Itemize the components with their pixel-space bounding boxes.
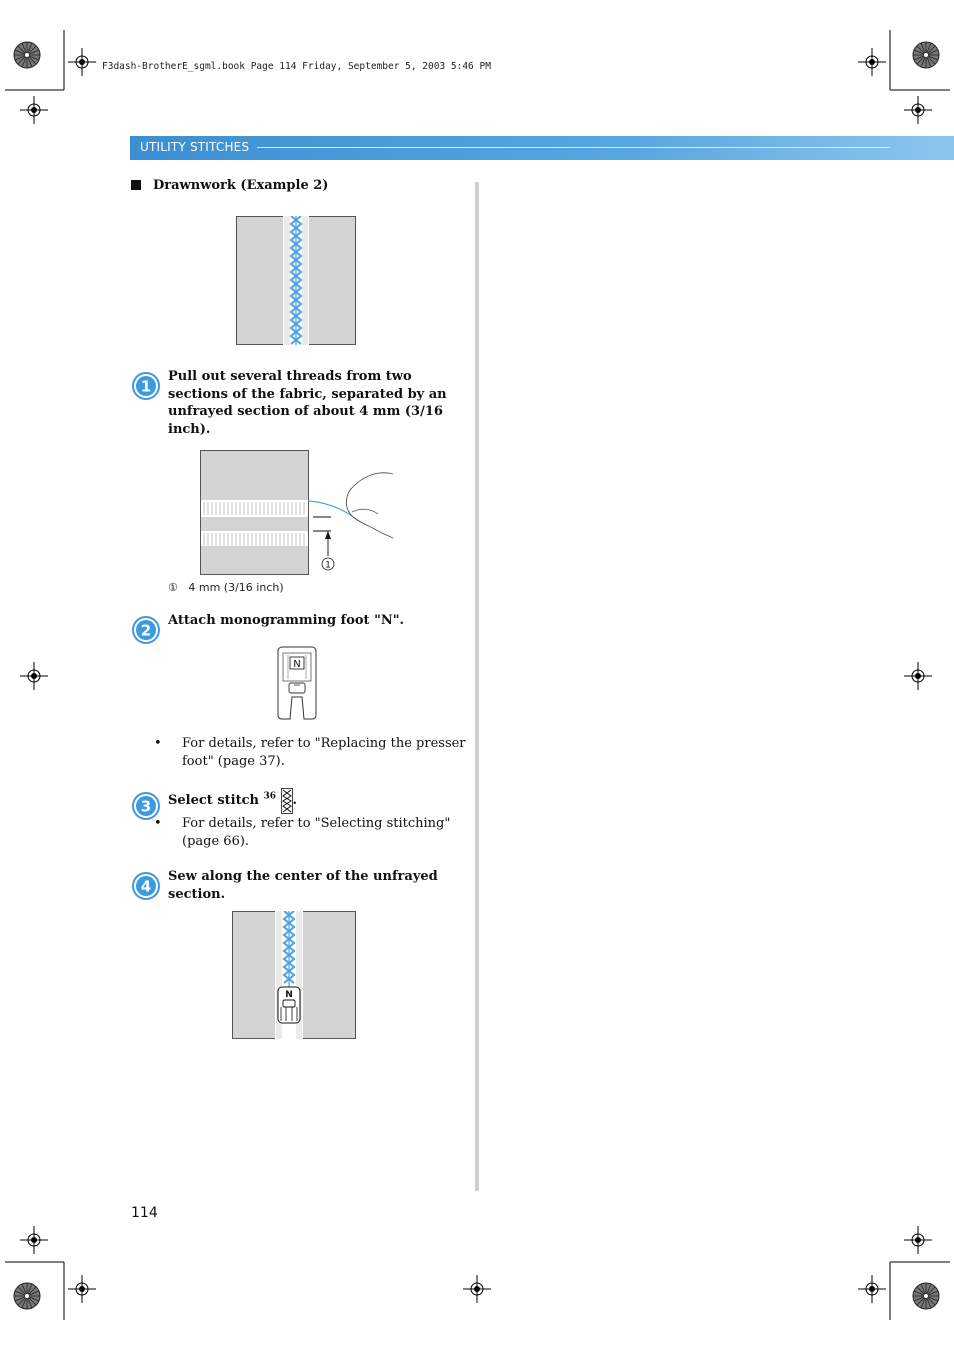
- pulled-threads-figure: [200, 450, 396, 575]
- callout-caption: 4 mm (3/16 inch): [188, 581, 284, 594]
- step-1-text: Pull out several threads from two sections of the fabric, separated by an unfrayed section of about 4 mm (3/16 inch).: [168, 369, 447, 437]
- print-info: F3dash-BrotherE_sgml.book Page 114 Friday, September 5, 2003 5:46 PM: [102, 61, 491, 72]
- step-1-number-icon: [132, 372, 160, 400]
- header-title: UTILITY STITCHES: [140, 140, 250, 154]
- step-2-number-icon: [132, 616, 160, 644]
- svg-text:1: 1: [325, 560, 331, 571]
- svg-text:N: N: [285, 990, 293, 1000]
- step-4-text: Sew along the center of the unfrayed section.: [168, 869, 438, 902]
- step-2-bullet: [154, 735, 472, 771]
- presser-foot-n-figure: [274, 645, 320, 721]
- sewing-figure: [232, 911, 356, 1039]
- column-divider: [475, 182, 479, 1191]
- section-heading: [131, 178, 328, 193]
- step-2-text: Attach monogramming foot "N".: [168, 613, 405, 628]
- step-4-number-icon: [132, 872, 160, 900]
- svg-text:2: 2: [140, 621, 152, 640]
- section-title: Drawnwork (Example 2): [153, 178, 329, 193]
- header-rule: [257, 147, 890, 148]
- step-3-bullet: [154, 815, 477, 851]
- svg-text:N: N: [293, 659, 301, 670]
- stitch-pattern-icon: [281, 788, 293, 814]
- page-number: 114: [131, 1205, 158, 1221]
- callout-marker: ①: [168, 581, 178, 594]
- svg-text:3: 3: [140, 797, 152, 816]
- step-3-bullet-text: For details, refer to "Selecting stitching" (page 66).: [182, 816, 451, 849]
- figure-caption: [168, 581, 284, 594]
- bullet-dot-icon: •: [154, 736, 162, 751]
- square-bullet-icon: [131, 180, 141, 190]
- step-3-text-before: Select stitch: [168, 793, 259, 808]
- drawnwork-sample-figure: [236, 216, 356, 345]
- svg-text:4: 4: [140, 877, 152, 896]
- stitch-number: 36: [263, 791, 277, 802]
- step-3-text: [168, 788, 466, 814]
- section-header-bar: [130, 136, 954, 160]
- svg-text:1: 1: [140, 377, 152, 396]
- bullet-dot-icon: •: [154, 816, 162, 831]
- step-2-bullet-text: For details, refer to "Replacing the presser foot" (page 37).: [182, 736, 466, 769]
- step-3-text-after: .: [292, 793, 298, 808]
